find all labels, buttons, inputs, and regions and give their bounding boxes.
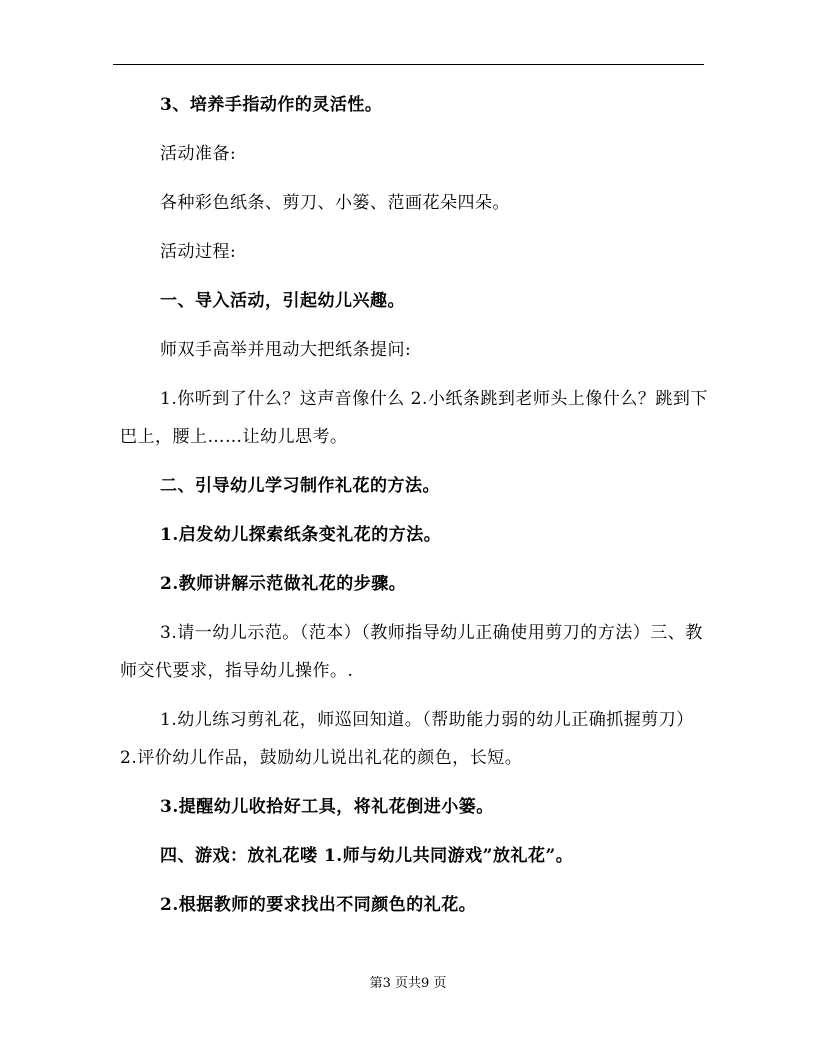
header-rule <box>113 64 704 65</box>
paragraph: 活动过程: <box>160 242 237 262</box>
paragraph: 3.提醒幼儿收拾好工具，将礼花倒进小篓。 <box>160 797 494 817</box>
paragraph: 1.幼儿练习剪礼花，师巡回知道。（帮助能力弱的幼儿正确抓握剪刀）2.评价幼儿作品，鼓励幼儿说出礼花的颜色，长短。 <box>120 710 694 768</box>
paragraph: 2.教师讲解示范做礼花的步骤。 <box>160 574 407 594</box>
paragraph: 四、游戏：放礼花喽 1.师与幼儿共同游戏”放礼花”。 <box>160 846 574 866</box>
paragraph: 2.根据教师的要求找出不同颜色的礼花。 <box>160 895 477 915</box>
paragraph: 二、引导幼儿学习制作礼花的方法。 <box>160 476 440 496</box>
paragraph: 1.启发幼儿探索纸条变礼花的方法。 <box>160 525 442 545</box>
page-number: 第3 页共9 页 <box>369 976 447 991</box>
paragraph: 3.请一幼儿示范。（范本）（教师指导幼儿正确使用剪刀的方法）三、教师交代要求，指导幼儿操作。. <box>120 623 703 681</box>
paragraph: 活动准备: <box>160 144 237 164</box>
document-body <box>120 86 710 935</box>
paragraph: 3、培养手指动作的灵活性。 <box>160 95 383 115</box>
paragraph: 1.你听到了什么？这声音像什么 2.小纸条跳到老师头上像什么？跳到下巴上，腰上……让幼儿思考。 <box>120 389 708 447</box>
paragraph: 各种彩色纸条、剪刀、小篓、范画花朵四朵。 <box>160 193 510 213</box>
paragraph: 一、导入活动，引起幼儿兴趣。 <box>160 291 405 311</box>
paragraph: 师双手高举并甩动大把纸条提问: <box>160 340 412 360</box>
